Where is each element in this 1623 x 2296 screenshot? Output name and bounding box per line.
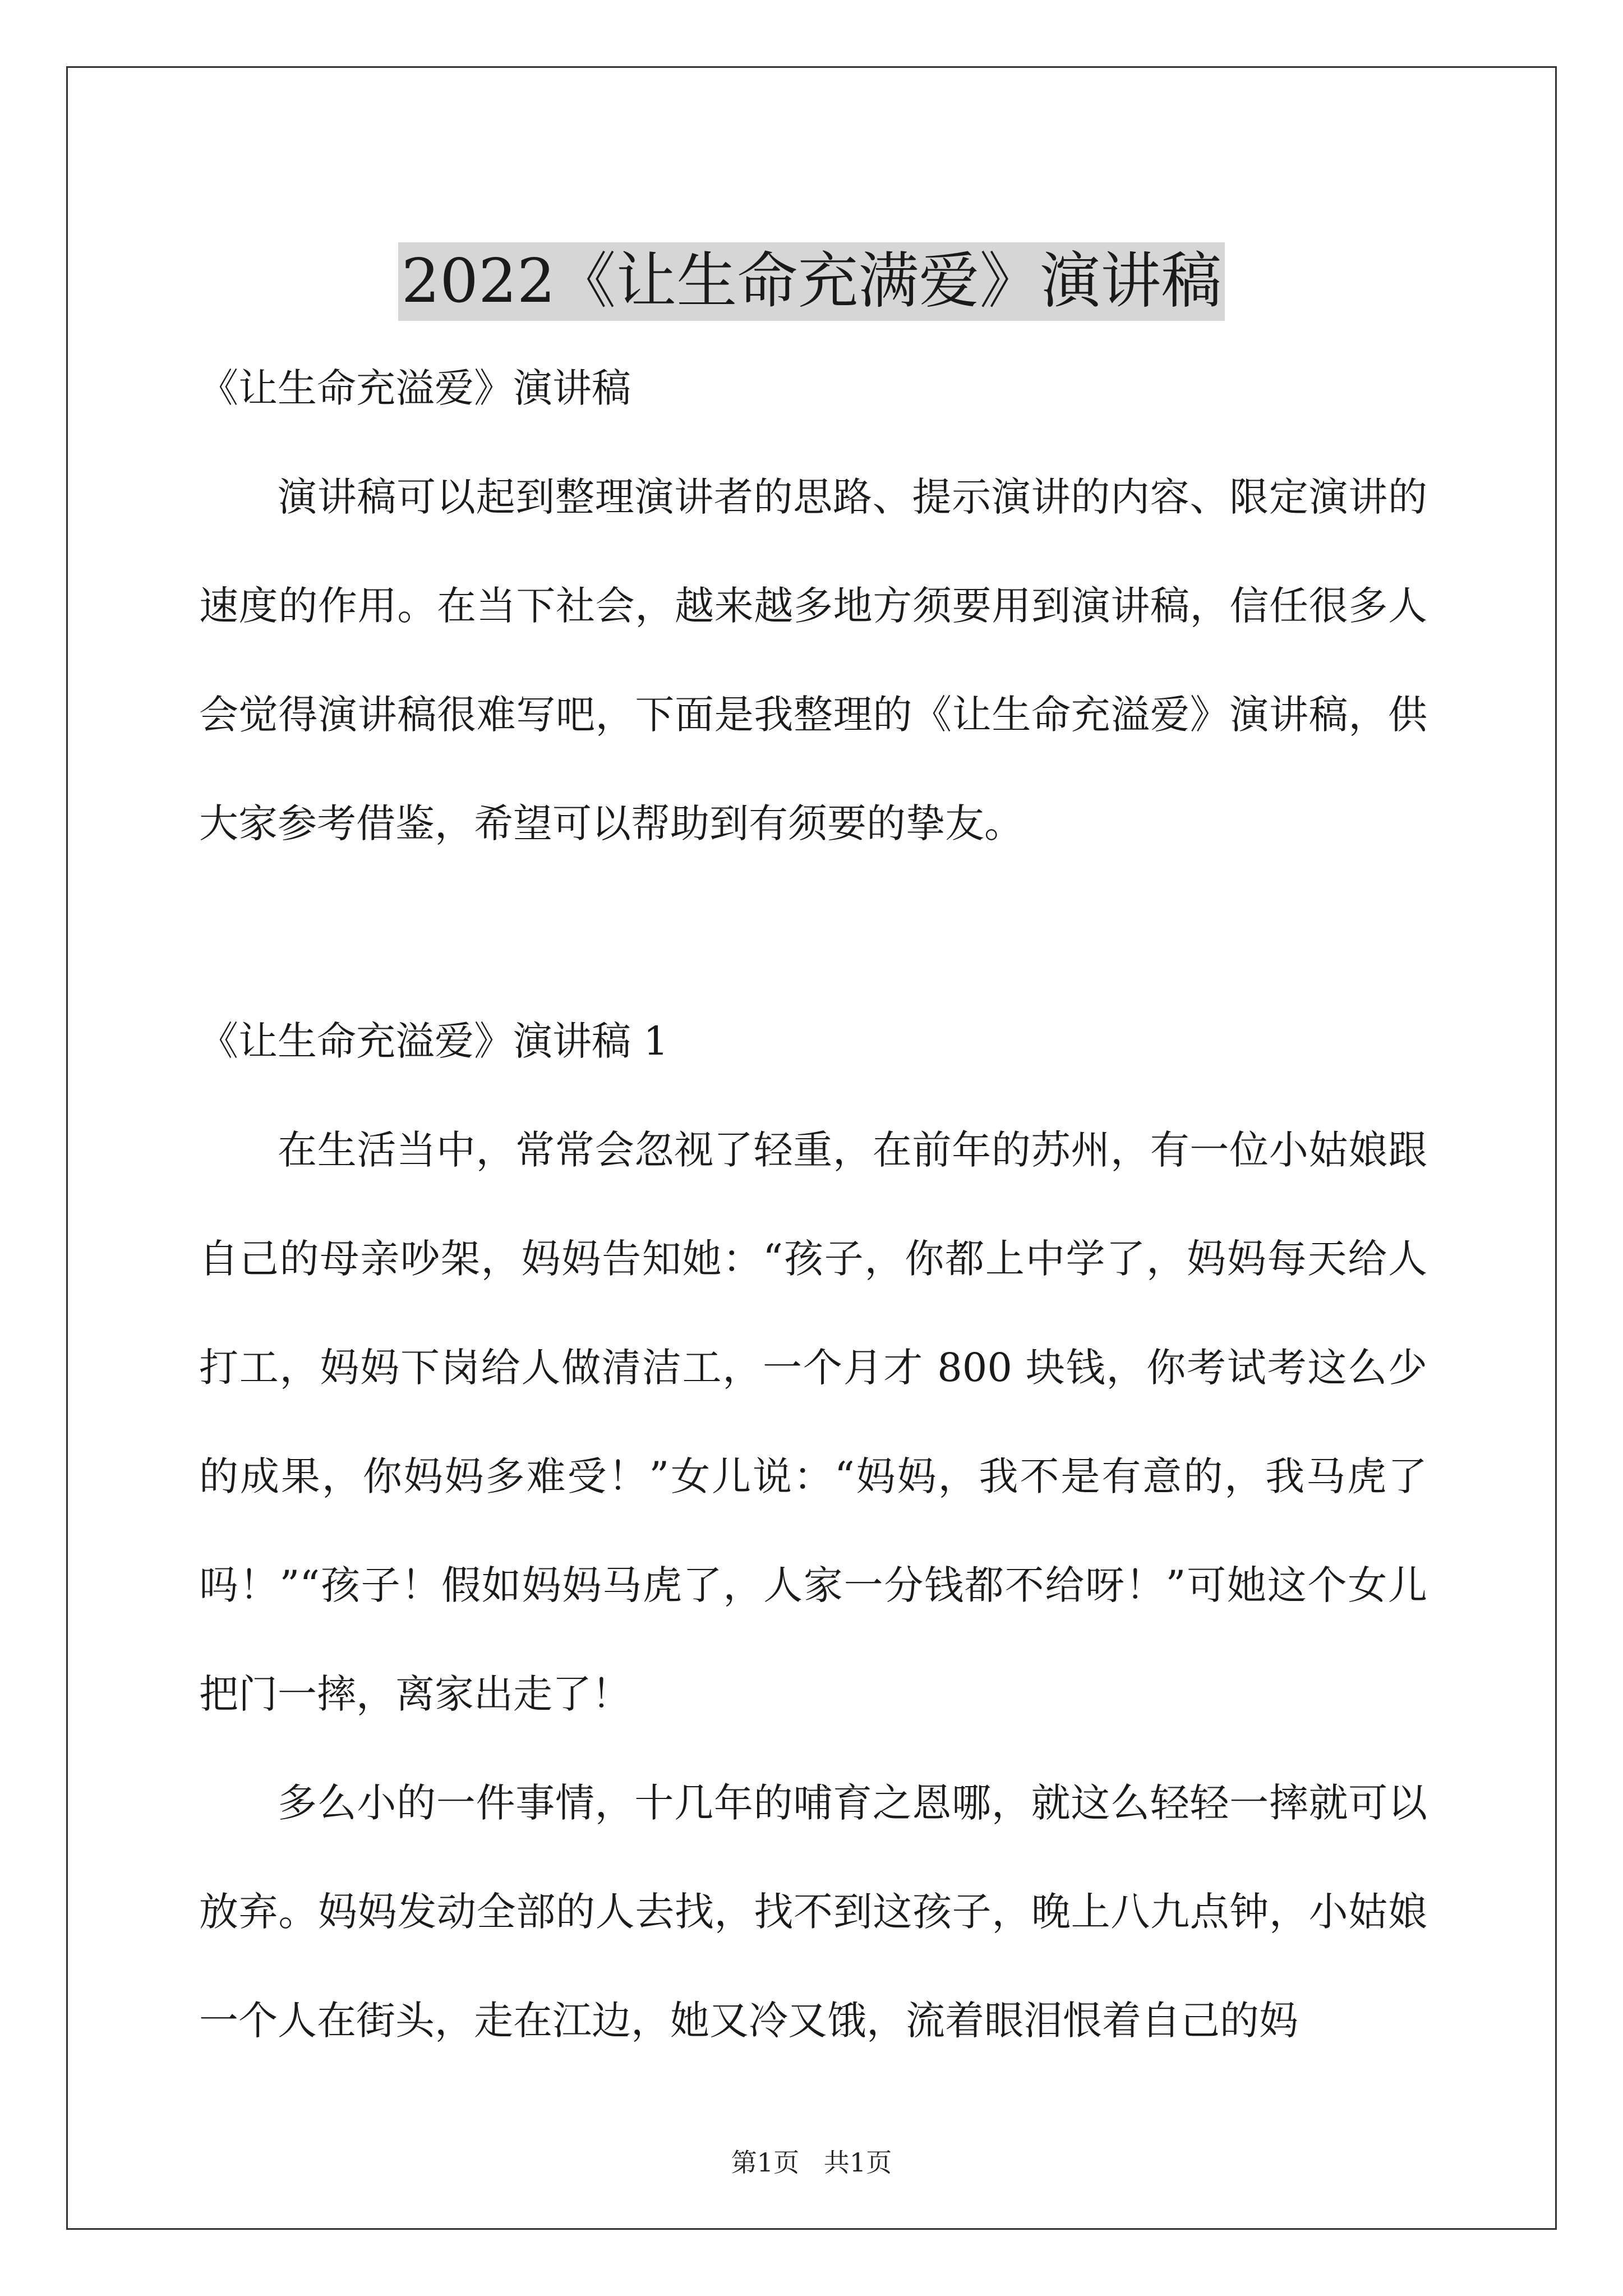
- body-paragraph-1: 在生活当中，常常会忽视了轻重，在前年的苏州，有一位小姑娘跟自己的母亲吵架，妈妈告知她：“孩子，你都上中学了，妈妈每天给人打工，妈妈下岗给人做清洁工，一个月才 800 块钱，你考试考这么少的成果，你妈妈多难受！”女儿说：“妈妈，我不是有意的，我马虎了吗！”“孩子！假如妈妈马虎了，人家一分钱都不给呀！”可她这个女儿把门一摔，离家出走了！: [199, 1127, 1427, 1717]
- section-heading: 《让生命充溢爱》演讲稿 1: [199, 1018, 668, 1064]
- paragraph-gap: [199, 878, 1427, 987]
- subtitle: 《让生命充溢爱》演讲稿: [199, 365, 631, 411]
- document-title: 2022《让生命充满爱》演讲稿: [398, 242, 1225, 321]
- intro-paragraph: 演讲稿可以起到整理演讲者的思路、提示演讲的内容、限定演讲的速度的作用。在当下社会，越来越多地方须要用到演讲稿，信任很多人会觉得演讲稿很难写吧，下面是我整理的《让生命充溢爱》演讲稿，供大家参考借鉴，希望可以帮助到有须要的挚友。: [199, 474, 1427, 846]
- body-paragraph-2: 多么小的一件事情，十几年的哺育之恩哪，就这么轻轻一摔就可以放弃。妈妈发动全部的人去找，找不到这孩子，晚上八九点钟，小姑娘一个人在街头，走在江边，她又冷又饿，流着眼泪恨着自己的妈: [199, 1780, 1427, 2044]
- document-body: [199, 334, 1427, 2075]
- page-footer: 第1页 共1页: [731, 2147, 892, 2178]
